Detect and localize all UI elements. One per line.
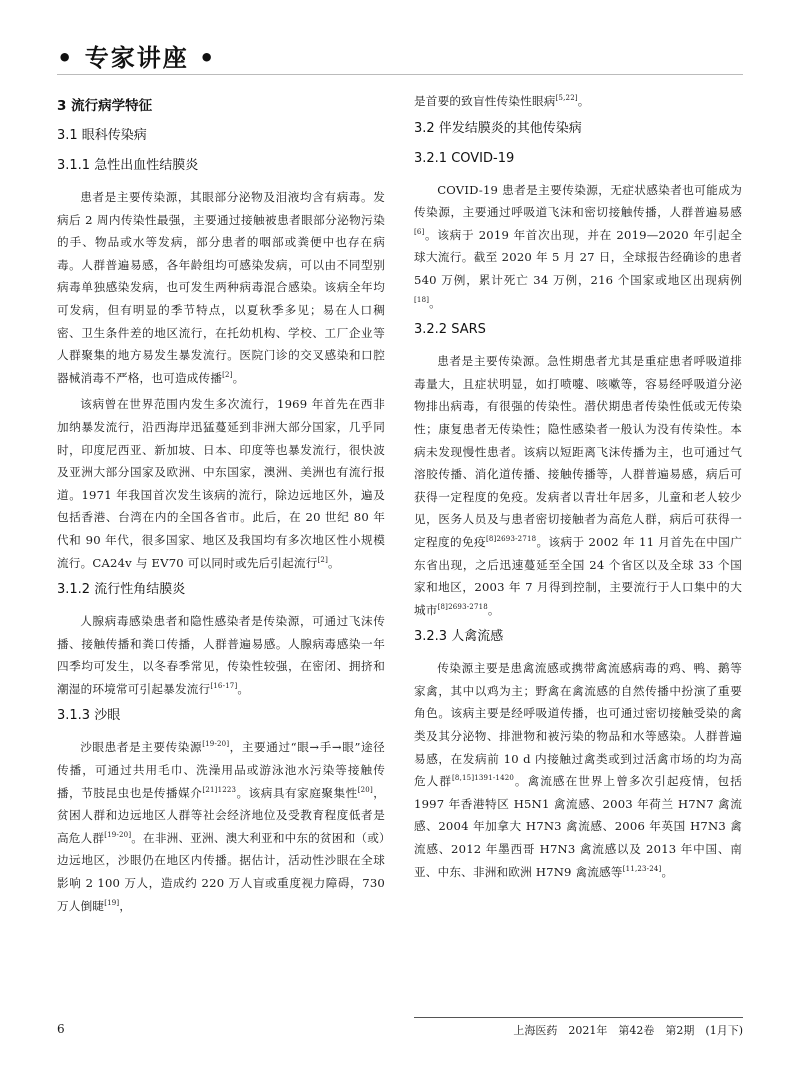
header-divider	[57, 74, 743, 75]
section-heading-3-1-1: 3.1.1 急性出血性结膜炎	[57, 158, 199, 173]
section-heading-3-2-3: 3.2.3 人禽流感	[414, 629, 504, 645]
section-heading-3-1-2: 3.1.2 流行性角结膜炎	[57, 582, 186, 598]
right-column	[414, 90, 742, 887]
section-heading-3-2-1: 3.2.1 COVID-19	[414, 150, 515, 166]
paragraph-3-1-1-b: 该病曾在世界范围内发生多次流行，1969 年首先在西非加纳暴发流行，沿西海岸迅猛蔓延到非洲大部分国家，几乎同时，印度尼西亚、新加坡、日本、印度等也暴发流行，很快波及亚洲大部分国家及欧洲、中东国家，澳洲、美洲也有流行报道。1971 年我国首次发生该病的流行，除边远地区外，遍及包括香港、台湾在内的全国各省市。此后，在 20 世纪 80 年代和 90 年代，很多国家、地区及我国均有多次地区性小规模流行。CA24v 与 EV70 可以同时或先后引起流行[2]。	[57, 397, 385, 570]
paragraph-3-2-3: 传染源主要是患禽流感或携带禽流感病毒的鸡、鸭、鹅等家禽，其中以鸡为主；野禽在禽流感的自然传播中扮演了重要角色。该病主要是经呼吸道传播，也可通过密切接触受染的禽类及其分泌物、排泄物和被污染的物品和水等感染。人群普遍易感，在发病前 10 d 内接触过禽类或到过活禽市场的均为高危人群$^{[8,15]1391-1420}$。禽流感在世界上曾多次引起疫情，包括 1997 年香港特区 H5N1 禽流感、2003 年荷兰 H7N7 禽流感、2004 年加拿大 H7N3 禽流感、2006 年英国 H7N3 禽流感、2012 年墨西哥 H7N3 禽流感以及 2013 年中国、南亚、中东、非洲和欧洲 H7N9 禽流感等[11,23-24]。	[414, 661, 742, 879]
paragraph-3-2-1: COVID-19 患者是主要传染源，无症状感染者也可能成为传染源，主要通过呼吸道飞沫和密切接触传播，人群普遍易感[6]。该病于 2019 年首次出现，并在 2019—2020 年引起全球大流行。截至 2020 年 5 月 27 日，全球报告经确诊的患者 540 万例，累计死亡 34 万例，216 个国家或地区出现病例[18]。	[414, 182, 742, 310]
paragraph-3-2-2: 患者是主要传染源。急性期患者尤其是重症患者呼吸道排毒量大，且症状明显，如打喷嚏、咳嗽等，容易经呼吸道分泌物排出病毒，有很强的传染性。潜伏期患者传染性低或无传染性；康复患者无传染性；隐性感染者一般认为没有传染性。本病未发现慢性患者。该病以短距离飞沫传播为主，也可通过气溶胶传播、消化道传播、接触传播等，人群普遍易感，病后可获得一定程度的免疫。发病者以青壮年居多，儿童和老人较少见，医务人员及与患者密切接触者为高危人群，病后可获得一定程度的免疫$^{[8]2693-2718}$。该病于 2002 年 11 月首先在中国广东省出现，之后迅速蔓延至全国 24 个省区以及全球 33 个国家和地区，2003 年 7 月得到控制，主要流行于人口集中的大城市$^{[8]2693-2718}$。	[414, 354, 742, 617]
page-header-title: • 专家讲座 •	[57, 44, 217, 72]
left-column	[57, 90, 385, 921]
paragraph-3-1-3: 沙眼患者是主要传染源[19-20]，主要通过“眼→手→眼”途径传播，可通过共用毛巾、洗澡用品或游泳池水污染等接触传播，节肢昆虫也是传播媒介$^{[21]1223}$。该病具有家庭聚集性[20]，贫困人群和边远地区人群等社会经济地位及受教育程度低者是高危人群[19-20]。在非洲、亚洲、澳大利亚和中东的贫困和（或）边远地区，沙眼仍在地区内传播。据估计，活动性沙眼在全球影响 2 100 万人，造成约 220 万人盲或重度视力障碍，730 万人倒睫[19]，	[57, 740, 385, 913]
section-heading-3: 3 流行病学特征	[57, 98, 153, 114]
section-heading-3-1: 3.1 眼科传染病	[57, 128, 147, 143]
page-number: 6	[57, 1022, 65, 1036]
paragraph-continuation: 是首要的致盲性传染性眼病[5,22]。	[414, 94, 590, 108]
section-heading-3-2-2: 3.2.2 SARS	[414, 322, 486, 338]
paragraph-3-1-1-a: 患者是主要传染源，其眼部分泌物及泪液均含有病毒。发病后 2 周内传染性最强，主要通过接触被患者眼部分泌物污染的手、物品或水等发病，部分患者的咽部或粪便中也存在病毒。人群普遍易感，各年龄组均可感染发病，可以由不同型别病毒单独感染发病，也可发生两种病毒混合感染。该病全年均可发病，但有明显的季节特点，以夏秋季多见；易在人口稠密、卫生条件差的地区流行，在托幼机构、学校、工厂企业等人群聚集的地方易发生暴发流行。医院门诊的交叉感染和口腔器械消毒不严格，也可造成传播[2]。	[57, 190, 385, 385]
footer-divider	[414, 1017, 743, 1018]
section-heading-3-2: 3.2 伴发结膜炎的其他传染病	[414, 120, 582, 136]
paragraph-3-1-2: 人腺病毒感染患者和隐性感染者是传染源，可通过飞沫传播、接触传播和粪口传播，人群普遍易感。人腺病毒感染一年四季均可发生，以冬春季常见，传染性较强，在密闭、拥挤和潮湿的环境常可引起暴发流行[16-17]。	[57, 614, 385, 696]
section-heading-3-1-3: 3.1.3 沙眼	[57, 708, 121, 724]
journal-citation: 上海医药 2021年 第42卷 第2期 (1月下)	[513, 1024, 743, 1037]
